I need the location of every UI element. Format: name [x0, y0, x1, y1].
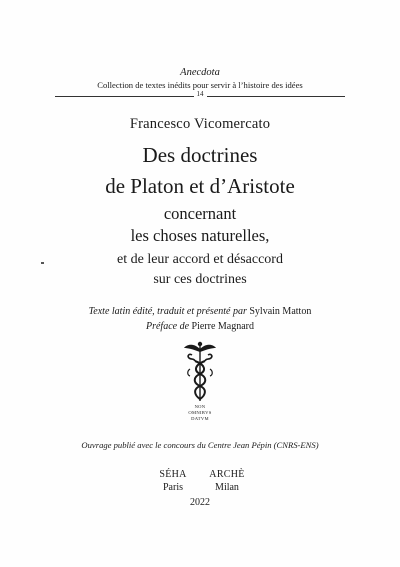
edition-role: Texte latin édité, traduit et présenté par [88, 306, 247, 317]
printer-mark-motto-3: DATVM [191, 416, 209, 421]
stray-mark [41, 262, 44, 264]
series-description: Collection de textes inédits pour servir à l’histoire des idées [97, 80, 303, 90]
publisher-city-1: Paris [163, 482, 183, 493]
edition-credit [0, 306, 400, 317]
publication-year: 2022 [190, 497, 210, 508]
publisher-name-1: SÉHA [159, 469, 187, 480]
author-name: Francesco Vicomercato [129, 116, 271, 132]
title-line-2: de Platon et d’Aristote [105, 174, 295, 198]
series-number-row [0, 90, 400, 98]
caduceus-icon [178, 337, 222, 405]
printer-mark-motto-2: OMNIBVS [188, 410, 212, 415]
preface-credit [0, 321, 400, 332]
publisher-name-2: ARCHÈ [209, 469, 245, 480]
title-line-5: et de leur accord et désaccord [117, 252, 283, 267]
printer-mark-motto-1: NON [194, 404, 206, 409]
publisher-city-2: Milan [215, 482, 239, 493]
editor-name: Sylvain Matton [249, 306, 312, 317]
printer-mark [178, 337, 222, 429]
preface-role: Préface de [145, 321, 190, 332]
preface-author: Pierre Magnard [191, 321, 255, 332]
title-line-1: Des doctrines [142, 143, 258, 167]
publication-note: Ouvrage publié avec le concours du Centre Jean Pépin (CNRS-ENS) [81, 440, 319, 450]
title-line-6: sur ces doctrines [153, 272, 247, 287]
title-line-3: concernant [163, 204, 237, 223]
series-name: Anecdota [180, 67, 220, 78]
series-number: 14 [194, 90, 207, 98]
title-line-4: les choses naturelles, [130, 226, 270, 245]
